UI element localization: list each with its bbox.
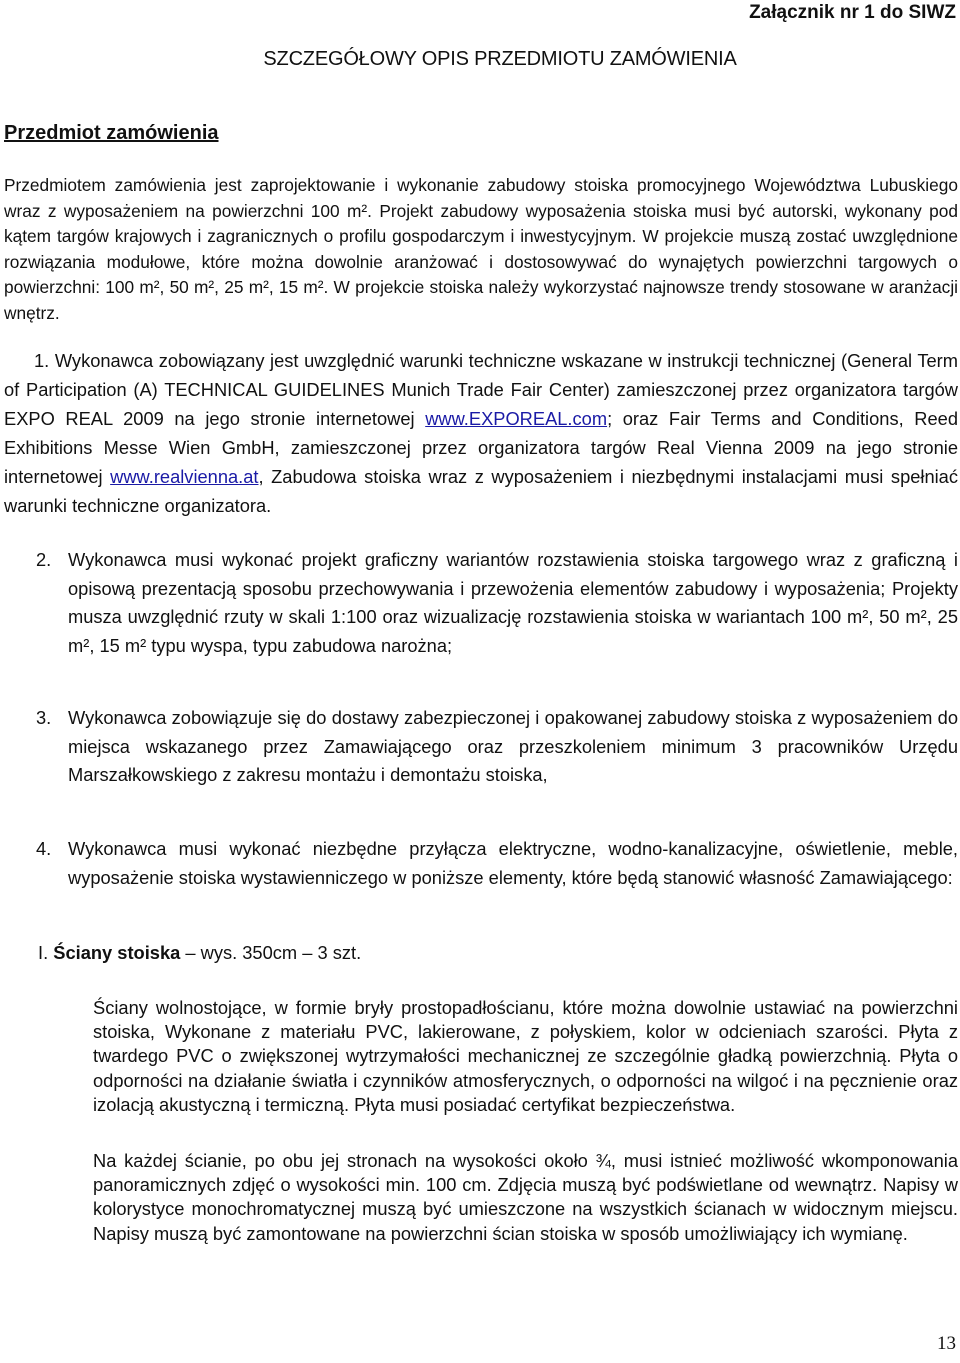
walls-spec: – wys. 350cm – 3 szt. [180, 942, 362, 963]
item-4-number: 4. [36, 838, 52, 859]
walls-paragraph-2: Na każdej ścianie, po obu jej stronach na wysokości około ¾, musi istnieć możliwość wkomponowania panoramicznych zdjęć o wysokości min. 100 cm. Zdjęcia muszą być podświetlane od wewnątrz. Napisy w kolorystyce monochromatycznej muszą być umieszczone na wszystkich ścianach w widocznym miejscu. Napisy muszą być zamontowane na powierzchni ścian stoiska w sposób umożliwiający ich wymianę. [93, 1150, 958, 1244]
item-4-text: Wykonawca musi wykonać niezbędne przyłącza elektryczne, wodno-kanalizacyjne, oświetlenie, meble, wyposażenie stoiska wystawienniczego w poniższe elementy, które będą stanowić własność Zamawiającego: [68, 838, 958, 888]
item-1-text-c: , Zabudowa stoiska wraz z wyposażeniem i niezbędnymi instalacjami musi spełniać warunki techniczne organizatora. [4, 466, 958, 516]
section-heading: Przedmiot zamówienia [4, 122, 219, 144]
item-3-number: 3. [36, 707, 52, 728]
item-3-text: Wykonawca zobowiązuje się do dostawy zabezpieczonej i opakowanej zabudowy stoiska z wyposażeniem do miejsca wskazanego przez Zamawiającego oraz przeszkoleniem minimum 3 pracowników Urzędu Marszałkowskiego z zakresu montażu i demontażu stoiska, [68, 707, 958, 786]
item-2-number: 2. [36, 549, 52, 570]
annex-label: Załącznik nr 1 do SIWZ [749, 2, 956, 23]
document-title: SZCZEGÓŁOWY OPIS PRZEDMIOTU ZAMÓWIENIA [263, 48, 737, 70]
item-1 [4, 346, 958, 520]
walls-roman-numeral: I. [38, 942, 49, 963]
walls-paragraph-1: Ściany wolnostojące, w formie bryły prostopadłościanu, które można dowolnie ustawiać na powierzchni stoiska, Wykonane z materiału PVC, lakierowane, z połyskiem, kolor w odcieniach szarości. Płyta z twardego PVC o zwiększonej wytrzymałości mechanicznej ze szczególnie gładką powierzchnią. Płyta o odporności na działanie światła i czynników atmosferycznych, o odporności na wilgoć i na pęcznienie oraz izolacją akustyczną i termiczną. Płyta musi posiadać certyfikat bezpieczeństwa. [93, 997, 958, 1115]
exporeal-link[interactable]: www.EXPOREAL.com [425, 408, 608, 429]
item-3 [36, 704, 958, 790]
walls-heading [38, 942, 361, 964]
item-2-text: Wykonawca musi wykonać projekt graficzny wariantów rozstawienia stoiska targowego wraz z graficzną i opisową prezentacją sposobu przechowywania i przewożenia elementów zabudowy i wyposażenia; Projekty musza uwzględnić rzuty w skali 1:100 oraz wizualizację rozstawienia stoiska w wariantach 100 m², 50 m², 25 m², 15 m² typu wyspa, typu zabudowa narożna; [68, 549, 958, 656]
walls-title: Ściany stoiska [53, 942, 181, 963]
item-2 [36, 546, 958, 660]
item-1-number: 1. [34, 350, 50, 371]
item-4 [36, 835, 958, 892]
realvienna-link[interactable]: www.realvienna.at [110, 466, 259, 487]
item-1-text-a: Wykonawca zobowiązany jest uwzględnić warunki techniczne wskazane w instrukcji technicznej (General Term of Participation (A) TECHNICAL GUIDELINES Munich Trade Fair Center) zamieszczonej przez organizatora targów EXPO REAL 2009 na jego stronie internetowej [4, 350, 958, 429]
item-1-text-b: ; oraz Fair Terms and Conditions, Reed Exhibitions Messe Wien GmbH, zamieszczonej przez organizatora targów Real Vienna 2009 na jego stronie internetowej [4, 408, 958, 487]
page-number: 13 [937, 1333, 956, 1354]
subject-paragraph: Przedmiotem zamówienia jest zaprojektowanie i wykonanie zabudowy stoiska promocyjnego Województwa Lubuskiego wraz z wyposażeniem na powierzchni 100 m². Projekt zabudowy wyposażenia stoiska musi być autorski, wykonany pod kątem targów krajowych i zagranicznych o profilu gospodarczym i inwestycyjnym. W projekcie muszą zostać uwzględnione rozwiązania modułowe, które można dowolnie aranżować i dostosowywać do wynajętych powierzchni targowych o powierzchni: 100 m², 50 m², 25 m², 15 m². W projekcie stoiska należy wykorzystać najnowsze trendy stosowane w aranżacji wnętrz. [4, 175, 958, 323]
